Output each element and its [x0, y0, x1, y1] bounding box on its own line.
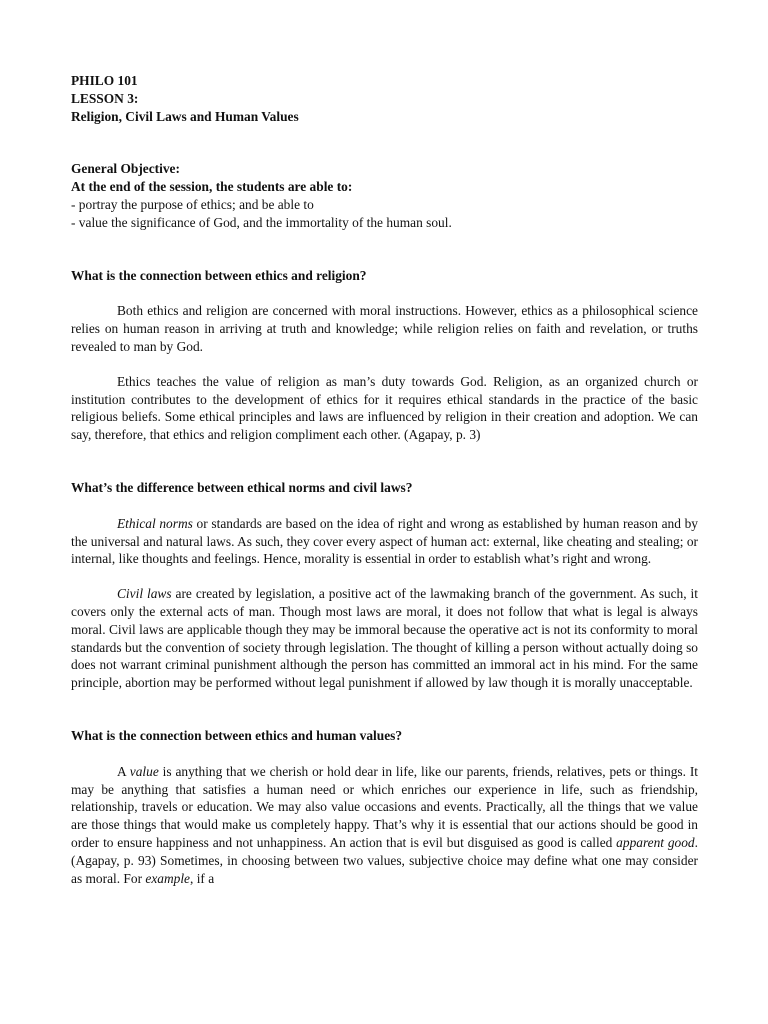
section-heading-ethics-religion: What is the connection between ethics and religion? — [71, 267, 367, 283]
objective-heading: General Objective: — [71, 161, 180, 177]
paragraph: Ethics teaches the value of religion as man’s duty towards God. Religion, as an organized church or institution contributes to the development of ethics for it requires ethical standards in the practice of the basic religious beliefs. Some ethical principles and laws are influenced by religion in their creation and adoption. We can say, therefore, that ethics and religion compliment each other. (Agapay, p. 3) — [71, 373, 698, 443]
document-page — [71, 72, 698, 887]
lesson-number: LESSON 3: — [71, 90, 139, 106]
term-ethical-norms: Ethical norms — [117, 515, 193, 531]
section-heading-norms-laws: What’s the difference between ethical norms and civil laws? — [71, 479, 413, 495]
paragraph-value — [71, 763, 698, 888]
section-heading-ethics-values: What is the connection between ethics and human values? — [71, 727, 403, 743]
term-example: example — [145, 870, 191, 886]
objective-intro: At the end of the session, the students are able to: — [71, 179, 353, 195]
lesson-title: Religion, Civil Laws and Human Values — [71, 108, 299, 124]
paragraph: Both ethics and religion are concerned with moral instructions. However, ethics as a philosophical science relies on human reason in arriving at truth and knowledge; while religion relies on faith and revelation, or truths revealed to man by God. — [71, 303, 698, 354]
paragraph-text: are created by legislation, a positive act of the lawmaking branch of the government. As such, it covers only the external acts of man. Though most laws are moral, it does not follow that what is legal is always moral. Civil laws are applicable though they may be immoral because the operative act is not its conformity to moral standards but the convention of society through legislation. The thought of killing a person without actually doing so does not warrant criminal punishment although the person has committed an immoral act in his mind. For the same principle, abortion may be performed without legal punishment if allowed by law though it is morally unacceptable. — [71, 586, 698, 691]
paragraph-text: A — [117, 763, 130, 779]
paragraph-text: is anything that we cherish or hold dear in life, like our parents, friends, relatives, pets or things. It may be anything that satisfies a human need or which enriches our experience in life, such as friendship, relationship, travels or education. We may also value occasions and events. Practically, all the things that we value are those things that would make us completely happy. That’s why it is essential that our actions should be good in order to ensure happiness and not unhappiness. An action that is evil but disguised as good is called — [71, 763, 698, 850]
paragraph-text: . (Agapay, p. 93) Sometimes, in choosing between two values, subjective choice may define what one may consider as moral. For — [71, 834, 698, 886]
objective-item: - portray the purpose of ethics; and be able to — [71, 196, 314, 212]
course-code: PHILO 101 — [71, 73, 138, 88]
paragraph-text: or standards are based on the idea of right and wrong as established by human reason and by the universal and natural laws. As such, they cover every aspect of human act: external, like cheating and stealing; or internal, like thoughts and feelings. Hence, morality is essential in order to establish what’s right and wrong. — [71, 515, 699, 567]
objective-item: - value the significance of God, and the immortality of the human soul. — [71, 214, 452, 230]
term-apparent-good: apparent good — [616, 834, 695, 850]
term-value: value — [129, 763, 159, 779]
paragraph-text: , if a — [190, 870, 215, 886]
paragraph-ethical-norms — [71, 515, 698, 568]
term-civil-laws: Civil laws — [117, 586, 172, 602]
paragraph-civil-laws — [71, 585, 698, 692]
